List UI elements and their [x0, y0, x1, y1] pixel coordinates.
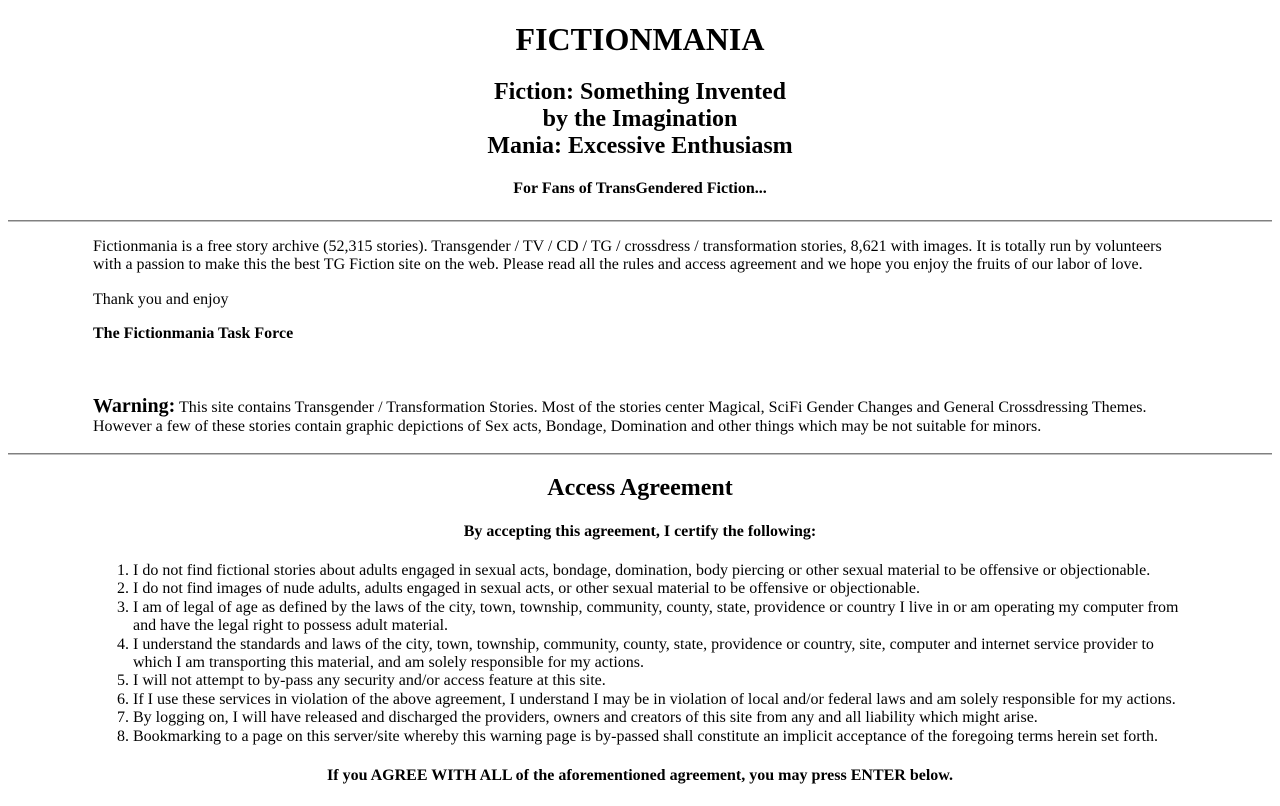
- intro-section: [93, 238, 1187, 437]
- agreement-item-7: 7. By logging on, I will have released and discharged the providers, owners and creators of this site from any and all liability which might arise.: [133, 709, 1187, 727]
- agreement-item-8: 8. Bookmarking to a page on this server/site whereby this warning page is by-passed shall constitute an implicit acceptance of the foregoing terms herein set forth.: [133, 728, 1187, 746]
- agreement-footer: If you AGREE WITH ALL of the aforementioned agreement, you may press ENTER below.: [327, 766, 953, 784]
- thanks-line: Thank you and enjoy: [93, 290, 229, 308]
- agreement-list: [93, 562, 1187, 746]
- page-title: FICTIONMANIA: [515, 21, 765, 57]
- tagline: For Fans of TransGendered Fiction...: [513, 180, 767, 198]
- spacer: [93, 359, 1187, 379]
- agreement-divider: [8, 453, 1272, 455]
- site-definition-line-2: by the Imagination: [542, 105, 738, 132]
- agreement-item-1: 1. I do not find fictional stories about adults engaged in sexual acts, bondage, domination, body piercing or other sexual material to be offensive or objectionable.: [133, 562, 1187, 580]
- task-force-signature: The Fictionmania Task Force: [93, 324, 294, 342]
- agreement-heading: Access Agreement: [547, 474, 733, 501]
- fictionmania-entry-page: [8, 21, 1272, 785]
- agreement-item-6: 6. If I use these services in violation of the above agreement, I understand I may be in violation of local and/or federal laws and am solely responsible for my actions.: [133, 691, 1187, 709]
- warning-label: Warning:: [93, 395, 176, 418]
- agreement-item-2: 2. I do not find images of nude adults, adults engaged in sexual acts, or other sexual material to be offensive or objectionable.: [133, 580, 1187, 598]
- top-divider: [8, 220, 1272, 222]
- certify-line: By accepting this agreement, I certify the following:: [463, 522, 817, 540]
- agreement-item-3: 3. I am of legal of age as defined by the laws of the city, town, township, community, county, state, providence or country I live in or am operating my computer from and have the legal right to possess adult material.: [133, 599, 1187, 636]
- site-definition-line-3: Mania: Excessive Enthusiasm: [487, 132, 793, 159]
- agreement-item-5: 5. I will not attempt to by-pass any security and/or access feature at this site.: [133, 672, 1187, 690]
- agreement-item-4: 4. I understand the standards and laws of the city, town, township, community, county, state, providence or country, site, computer and internet service provider to which I am transporting this material, and am solely responsible for my actions.: [133, 636, 1187, 673]
- site-definition: [8, 79, 1272, 160]
- agreement-section: [93, 562, 1187, 746]
- warning-text: This site contains Transgender / Transformation Stories. Most of the stories center Magical, SciFi Gender Changes and General Crossdressing Themes. However a few of these stories contain graphic depictions of Sex acts, Bondage, Domination and other things which may be not suitable for minors.: [93, 399, 1147, 436]
- intro-paragraph: Fictionmania is a free story archive (52,315 stories). Transgender / TV / CD / TG / crossdress / transformation stories, 8,621 with images. It is totally run by volunteers with a passion to make this the best TG Fiction site on the web. Please read all the rules and access agreement and we hope you enjoy the fruits of our labor of love.: [93, 237, 1162, 274]
- warning-paragraph: [93, 395, 1187, 436]
- site-definition-line-1: Fiction: Something Invented: [493, 78, 786, 105]
